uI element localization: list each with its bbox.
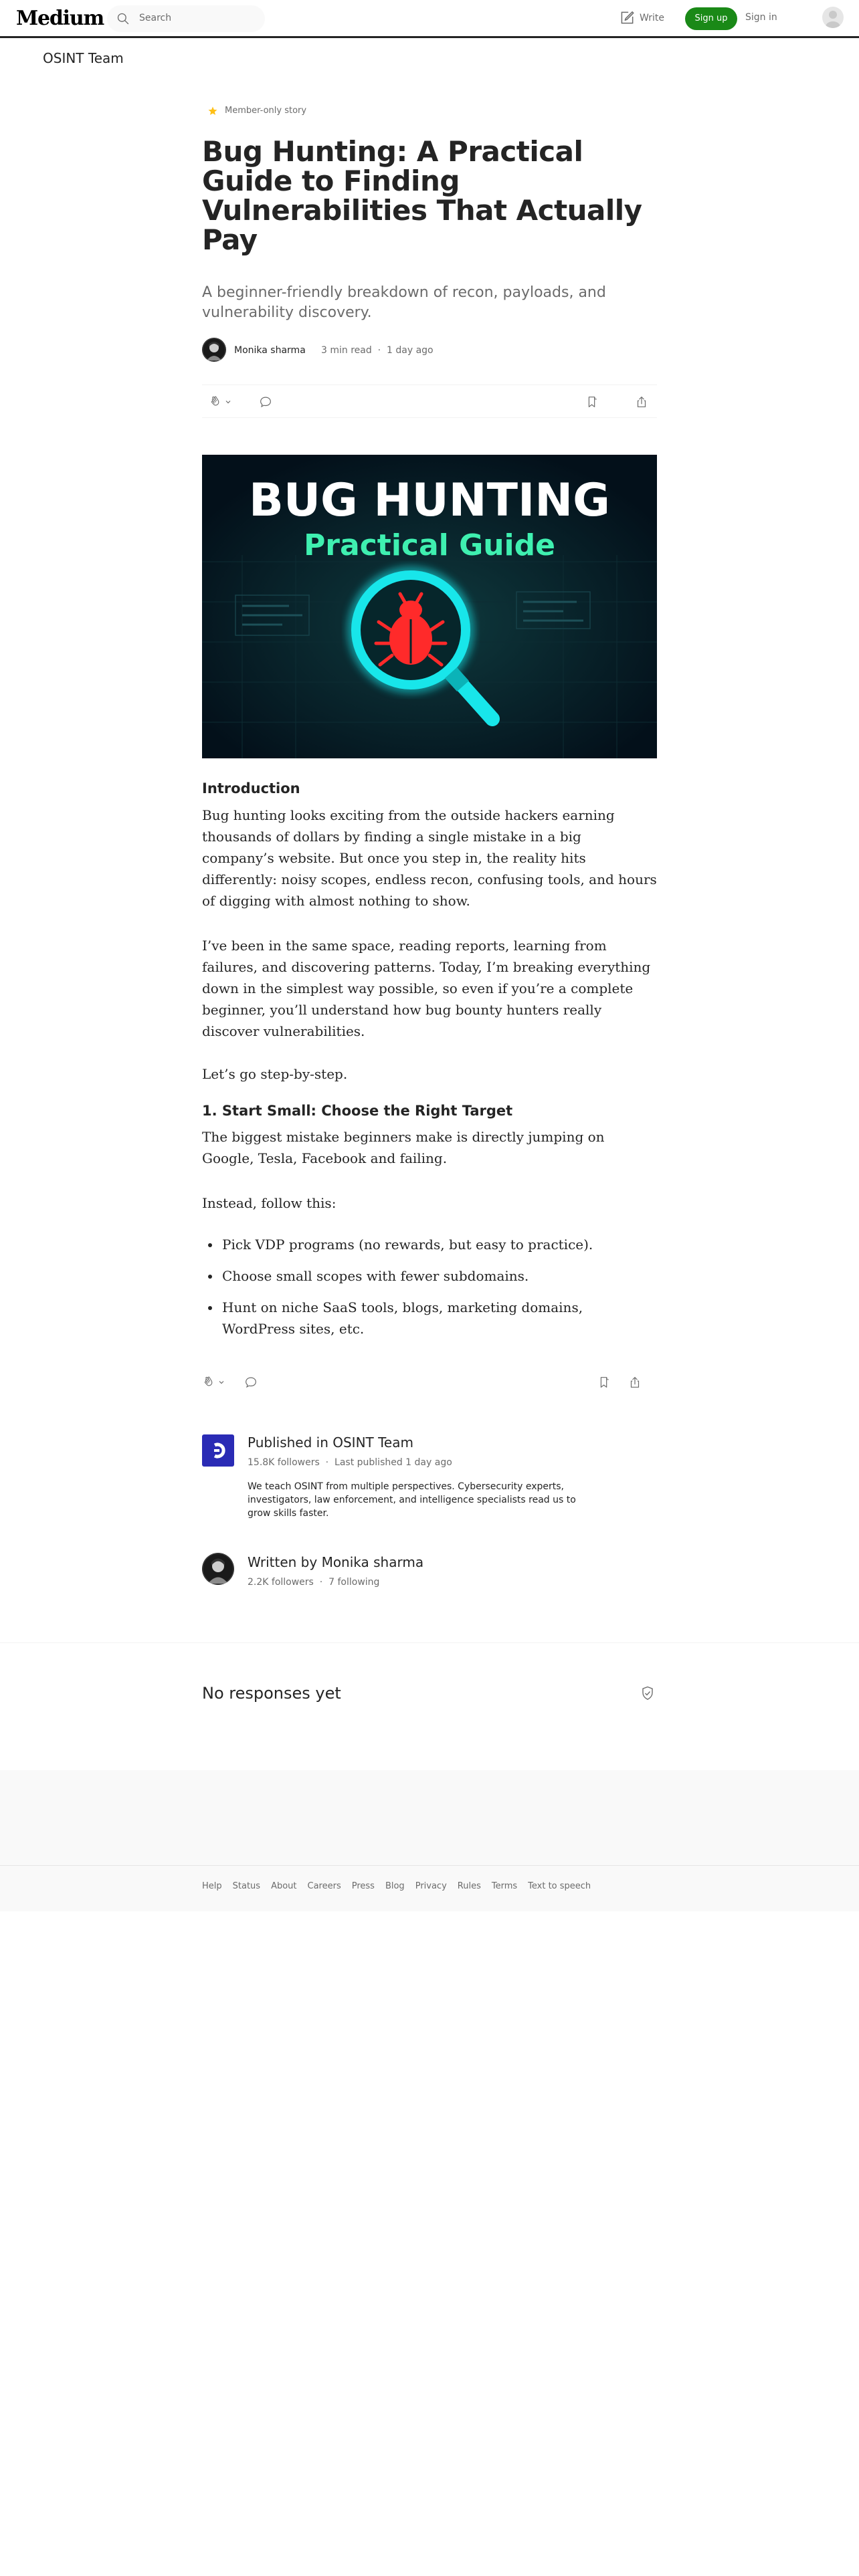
section-1-paragraph-2: Instead, follow this: xyxy=(202,1195,337,1211)
section-1-heading: 1. Start Small: Choose the Right Target xyxy=(202,1103,513,1119)
publication-stats xyxy=(248,1457,452,1468)
article-meta xyxy=(321,345,434,356)
article-action-bar xyxy=(202,385,657,418)
publication-card-title[interactable]: Published in OSINT Team xyxy=(248,1434,413,1451)
publish-date: 1 day ago xyxy=(387,345,434,356)
tips-list xyxy=(221,1234,657,1350)
meta-separator: · xyxy=(377,345,381,356)
footer-link-about[interactable]: About xyxy=(271,1881,297,1891)
read-time: 3 min read xyxy=(321,345,372,356)
shield-icon[interactable] xyxy=(641,1686,654,1701)
paragraph-3: Let’s go step-by-step. xyxy=(202,1066,348,1082)
author-stats xyxy=(248,1577,379,1588)
footer-link-blog[interactable]: Blog xyxy=(385,1881,405,1891)
introduction-heading: Introduction xyxy=(202,780,300,796)
footer-link-terms[interactable]: Terms xyxy=(491,1881,518,1891)
star-icon xyxy=(207,106,218,116)
list-item: • Choose small scopes with fewer subdomains. xyxy=(221,1265,657,1287)
section-divider xyxy=(0,1642,859,1643)
author-card-title[interactable]: Written by Monika sharma xyxy=(248,1554,424,1570)
author-card xyxy=(202,1553,657,1593)
article-title: Bug Hunting: A Practical Guide to Finding Vulnerabilities That Actually Pay xyxy=(202,135,642,256)
hero-image xyxy=(202,455,657,758)
hero-line1: BUG HUNTING xyxy=(249,474,610,527)
footer-links xyxy=(202,1881,601,1891)
list-item: • Pick VDP programs (no rewards, but easy to practice). xyxy=(221,1234,657,1255)
footer-link-help[interactable]: Help xyxy=(202,1881,222,1891)
bookmark-icon[interactable] xyxy=(597,1375,611,1390)
paragraph-1: Bug hunting looks exciting from the outside hackers earning thousands of dollars by finding a single mistake in a big company’s website. But once you step in, the reality hits differently: noisy scopes, endless recon, confusing tools, and hours of digging with almost nothing to show. xyxy=(202,807,657,909)
sign-in-link[interactable]: Sign in xyxy=(745,12,777,23)
search-input[interactable]: Search xyxy=(139,13,172,23)
default-avatar-icon xyxy=(822,7,844,28)
footer-link-privacy[interactable]: Privacy xyxy=(415,1881,447,1891)
search-bar[interactable] xyxy=(107,5,265,32)
clap-dropdown-icon[interactable] xyxy=(218,1379,225,1386)
sign-up-button[interactable]: Sign up xyxy=(685,7,737,30)
footer-link-rules[interactable]: Rules xyxy=(457,1881,481,1891)
comment-icon[interactable] xyxy=(244,1375,258,1390)
paragraph-2: I’ve been in the same space, reading reports, learning from failures, and discovering patterns. Today, I’m breaking everything down in the simplest way possible, so even if you’re a complete beginner, you’ll understand how bug bounty hunters really discover vulnerabilities. xyxy=(202,938,651,1039)
footer-link-status[interactable]: Status xyxy=(232,1881,261,1891)
author-following[interactable]: 7 following xyxy=(328,1577,380,1588)
clap-icon[interactable] xyxy=(202,1375,217,1390)
author-portrait-icon xyxy=(202,338,226,362)
article-subtitle: A beginner-friendly breakdown of recon, payloads, and vulnerability discovery. xyxy=(202,284,606,321)
write-label: Write xyxy=(640,13,664,23)
list-item: • Hunt on niche SaaS tools, blogs, marketing domains, WordPress sites, etc. xyxy=(221,1297,657,1339)
publication-description: We teach OSINT from multiple perspectives. Cybersecurity experts, investigators, law enforcement, and intelligence specialists read us to grow skills faster. xyxy=(248,1481,576,1519)
badge-text: Member-only story xyxy=(225,106,307,116)
member-only-badge xyxy=(202,102,657,120)
write-icon xyxy=(618,9,636,27)
publication-logo[interactable] xyxy=(202,1434,234,1467)
user-avatar[interactable] xyxy=(822,7,844,28)
bug-hunting-illustration xyxy=(202,455,657,758)
author-followers[interactable]: 2.2K followers xyxy=(248,1577,314,1588)
footer-link-press[interactable]: Press xyxy=(351,1881,375,1891)
author-name[interactable]: Monika sharma xyxy=(234,345,306,356)
osint-logo-icon xyxy=(202,1434,234,1467)
footer-link-text-to-speech[interactable]: Text to speech xyxy=(528,1881,591,1891)
publication-card xyxy=(202,1433,657,1527)
responses-heading: No responses yet xyxy=(202,1684,341,1703)
stats-separator: · xyxy=(325,1457,329,1468)
publication-followers[interactable]: 15.8K followers xyxy=(248,1457,320,1468)
author-portrait-icon xyxy=(202,1553,234,1585)
footer xyxy=(0,1866,859,1911)
stats-separator: · xyxy=(319,1577,323,1588)
clap-icon[interactable] xyxy=(209,395,223,409)
share-icon[interactable] xyxy=(628,1375,642,1390)
footer-link-careers[interactable]: Careers xyxy=(307,1881,341,1891)
footer-background xyxy=(0,1770,859,1865)
hero-line2: Practical Guide xyxy=(304,528,555,562)
byline xyxy=(202,338,657,364)
publication-name[interactable]: OSINT Team xyxy=(43,50,124,66)
author-avatar[interactable] xyxy=(202,338,226,362)
author-card-avatar[interactable] xyxy=(202,1553,234,1585)
medium-logo[interactable]: Medium xyxy=(16,7,104,30)
section-1-paragraph-1: The biggest mistake beginners make is directly jumping on Google, Tesla, Facebook and failing. xyxy=(202,1129,605,1166)
last-published: Last published 1 day ago xyxy=(335,1457,452,1468)
bottom-action-bar xyxy=(202,1366,657,1399)
comment-icon[interactable] xyxy=(258,395,273,409)
share-icon[interactable] xyxy=(634,395,649,409)
top-navigation xyxy=(0,0,859,38)
search-icon xyxy=(116,12,130,25)
clap-dropdown-icon[interactable] xyxy=(225,399,231,405)
bookmark-icon[interactable] xyxy=(585,395,599,409)
